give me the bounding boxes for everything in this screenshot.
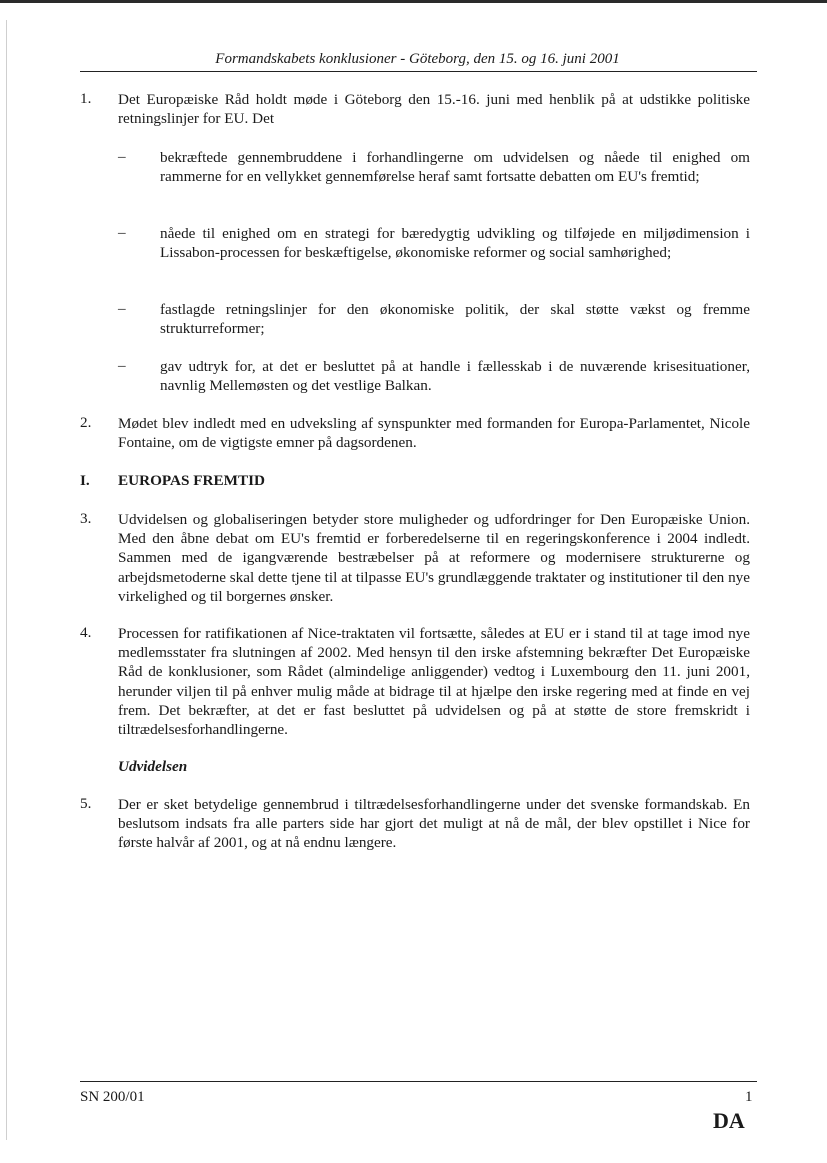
paragraph-number: 2. xyxy=(80,414,92,431)
paragraph-number: 3. xyxy=(80,510,92,527)
page-number: 1 xyxy=(745,1089,753,1105)
paragraph-text: Udvidelsen og globaliseringen betyder store muligheder og udfordringer for Den Europæiske Union. Med den åbne debat om EU's fremtid er forberedelserne til en regeringskonference i 2004 indledt. Sammen med de igangværende bestræbelser på at reformere og modernisere strukturerne og arbejdsmetoderne skal dette tjene til at tilpasse EU's grundlæggende traktater og institutioner til den nye virkelighed og til borgernes ønsker. xyxy=(118,511,751,605)
bullet-text: bekræftede gennembruddene i forhandlingerne om udvidelsen og nåede til enighed om rammerne for en vellykket gennemførelse heraf samt fortsatte debatten om EU's fremtid; xyxy=(160,149,750,186)
bullet-dash: – xyxy=(118,300,126,317)
bullet-text: fastlagde retningslinjer for den økonomiske politik, der skal støtte vækst og fremme strukturreformer; xyxy=(160,301,750,338)
paragraph-number: 5. xyxy=(80,795,92,812)
bullet-text: gav udtryk for, at det er besluttet på at handle i fællesskab i de nuværende krisesituationer, navnlig Mellemøsten og det vestlige Balkan. xyxy=(160,358,750,395)
paragraph-text: Mødet blev indledt med en udveksling af synspunkter med formanden for Europa-Parlamentet, Nicole Fontaine, om de vigtigste emner på dagsordenen. xyxy=(118,415,750,452)
bullet-text: nåede til enighed om en strategi for bæredygtig udvikling og tilføjede en miljødimension i Lissabon-processen for beskæftigelse, økonomiske reformer og social samhørighed; xyxy=(160,225,750,262)
subheading: Udvidelsen xyxy=(118,758,188,775)
section-title: EUROPAS FREMTID xyxy=(118,472,265,489)
paragraph-text: Processen for ratifikationen af Nice-traktaten vil fortsætte, således at EU er i stand til at tage imod nye medlemsstater fra slutningen af 2002. Med hensyn til den irske afstemning bekræfter Det Europæiske Råd de konklusioner, som Rådet (almindelige anliggender) vedtog i Luxembourg den 11. juni 2001, herunder viljen til på enhver mulig måde at bidrage til at hjælpe den irske regering med at finde en vej frem. Det bekræfter, at det er fast besluttet på udvidelsen og på at støtte de store fremskridt i tiltrædelsesforhandlingerne. xyxy=(118,625,750,739)
paragraph-number: 4. xyxy=(80,624,92,641)
section-number: I. xyxy=(80,472,90,489)
bullet-dash: – xyxy=(118,357,126,374)
paragraph-text: Det Europæiske Råd holdt møde i Göteborg den 15.-16. juni med henblik på at udstikke politiske retningslinjer for EU. Det xyxy=(118,91,750,128)
page-header-title: Formandskabets konklusioner - Göteborg, den 15. og 16. juni 2001 xyxy=(215,51,620,67)
paragraph-text: Der er sket betydelige gennembrud i tiltrædelsesforhandlingerne under det svenske formandskab. En beslutsom indsats fra alle parters side har gjort det muligt at nå de mål, der blev opstillet i Nice for første halvår af 2001, og at nå endnu længere. xyxy=(118,796,750,852)
bullet-dash: – xyxy=(118,148,126,165)
language-code: DA xyxy=(713,1108,745,1133)
paragraph-number: 1. xyxy=(80,90,92,107)
footer-divider xyxy=(80,1081,757,1082)
document-reference: SN 200/01 xyxy=(80,1089,145,1105)
scan-edge-line xyxy=(6,20,7,1140)
top-border-line xyxy=(0,0,827,3)
header-divider xyxy=(80,71,757,72)
bullet-dash: – xyxy=(118,224,126,241)
